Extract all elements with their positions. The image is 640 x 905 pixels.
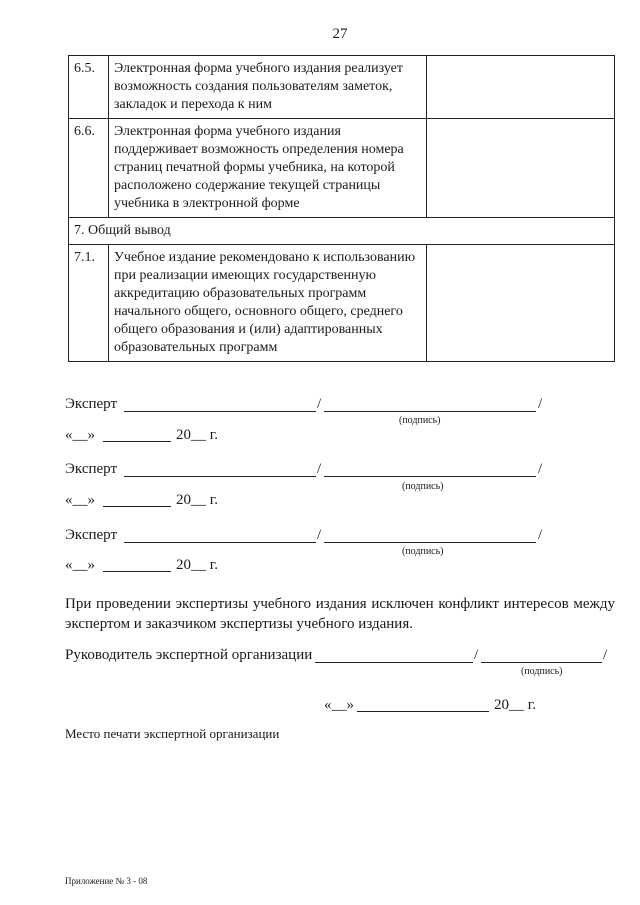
- expert-label: Эксперт: [65, 396, 118, 412]
- expert-label: Эксперт: [65, 461, 118, 477]
- head-name-line[interactable]: [315, 648, 473, 663]
- separator-slash: /: [538, 527, 543, 543]
- signature-line[interactable]: [324, 528, 536, 543]
- signature-caption: (подпись): [521, 666, 563, 677]
- table-row: [69, 245, 615, 362]
- date-quote: «__»: [65, 492, 95, 508]
- criteria-table: [68, 55, 615, 362]
- expert-name-line[interactable]: [124, 528, 316, 543]
- separator-slash: /: [317, 461, 322, 477]
- date-year: 20__ г.: [494, 697, 536, 713]
- row-number: 6.5.: [69, 56, 109, 119]
- signature-caption: (подпись): [402, 546, 444, 557]
- head-label: Руководитель экспертной организации: [65, 647, 313, 663]
- conflict-of-interest-statement: При проведении экспертизы учебного издания исключен конфликт интересов между экспертом и заказчиком экспертизы учебного издания.: [65, 596, 615, 632]
- row-text: Электронная форма учебного издания поддерживает возможность определения номера страниц печатной формы учебника, на которой расположено содержание текущей страницы учебника в электронной форме: [109, 119, 427, 218]
- separator-slash: /: [474, 647, 479, 663]
- signature-caption: (подпись): [399, 415, 441, 426]
- seal-place-label: Место печати экспертной организации: [65, 726, 280, 741]
- section-row: [69, 218, 615, 245]
- expert-name-line[interactable]: [124, 462, 316, 477]
- date-year: 20__ г.: [176, 557, 218, 573]
- page-number: 27: [332, 26, 348, 42]
- footer-appendix-label: Приложение № 3 - 08: [65, 876, 148, 886]
- table-row: [69, 56, 615, 119]
- separator-slash: /: [538, 461, 543, 477]
- signature-line[interactable]: [324, 397, 536, 412]
- table-row: [69, 119, 615, 218]
- date-quote: «__»: [65, 427, 95, 443]
- expert-name-line[interactable]: [124, 397, 316, 412]
- date-year: 20__ г.: [176, 427, 218, 443]
- date-year: 20__ г.: [176, 492, 218, 508]
- section-title: 7. Общий вывод: [69, 218, 615, 245]
- date-month-line[interactable]: [103, 557, 171, 572]
- date-month-line[interactable]: [357, 697, 489, 712]
- date-quote: «__»: [324, 697, 354, 713]
- separator-slash: /: [317, 396, 322, 412]
- separator-slash: /: [317, 527, 322, 543]
- row-text: Электронная форма учебного издания реализует возможность создания пользователям заметок, закладок и перехода к ним: [109, 56, 427, 119]
- row-value-cell: [427, 119, 615, 218]
- date-quote: «__»: [65, 557, 95, 573]
- head-signature-line[interactable]: [481, 648, 602, 663]
- separator-slash: /: [603, 647, 608, 663]
- expert-label: Эксперт: [65, 527, 118, 543]
- row-text: Учебное издание рекомендовано к использованию при реализации имеющих государственную аккредитацию образовательных программ начального общего, основного общего, среднего общего образования и (или) адаптированных образовательных программ: [109, 245, 427, 362]
- signature-caption: (подпись): [402, 481, 444, 492]
- date-month-line[interactable]: [103, 492, 171, 507]
- date-month-line[interactable]: [103, 427, 171, 442]
- row-number: 7.1.: [69, 245, 109, 362]
- row-value-cell: [427, 56, 615, 119]
- row-value-cell: [427, 245, 615, 362]
- row-number: 6.6.: [69, 119, 109, 218]
- signature-line[interactable]: [324, 462, 536, 477]
- separator-slash: /: [538, 396, 543, 412]
